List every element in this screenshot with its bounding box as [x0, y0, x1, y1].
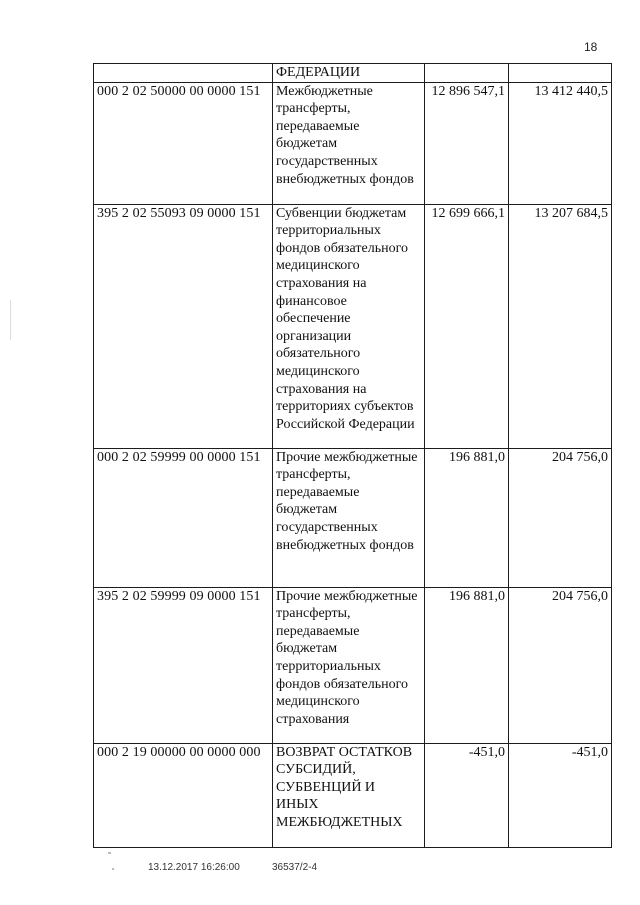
table-row — [94, 587, 612, 743]
scan-speck — [108, 852, 111, 854]
scan-speck — [112, 868, 114, 870]
value-year-1-cell: 12 699 666,1 — [425, 204, 509, 448]
value-year-1-cell: 12 896 547,1 — [425, 82, 509, 204]
item-name-cell: Субвенции бюджетам территориальных фондов обязательного медицинского страхования на финансовое обеспечение организации обязательного медицинского страхования на территориях субъектов Российской Федерации — [273, 204, 425, 448]
value-year-1-cell: 196 881,0 — [425, 448, 509, 587]
footer-timestamp: 13.12.2017 16:26:00 — [148, 862, 240, 873]
budget-code-cell: 395 2 02 55093 09 0000 151 — [94, 204, 273, 448]
table-row — [94, 204, 612, 448]
value-year-2-cell: 204 756,0 — [509, 448, 612, 587]
value-year-1-cell: -451,0 — [425, 743, 509, 847]
value-year-2-cell: -451,0 — [509, 743, 612, 847]
table-row — [94, 82, 612, 204]
value-year-1-cell: 196 881,0 — [425, 587, 509, 743]
item-name-cell: Межбюджетные трансферты, передаваемые бюджетам государственных внебюджетных фондов — [273, 82, 425, 204]
table-row — [94, 448, 612, 587]
budget-code-cell — [94, 64, 273, 83]
budget-code-cell: 000 2 02 59999 00 0000 151 — [94, 448, 273, 587]
table-row — [94, 743, 612, 847]
budget-table — [93, 63, 612, 848]
value-year-2-cell: 13 412 440,5 — [509, 82, 612, 204]
item-name-cell: ФЕДЕРАЦИИ — [273, 64, 425, 83]
item-name-cell: ВОЗВРАТ ОСТАТКОВ СУБСИДИЙ, СУБВЕНЦИЙ И ИНЫХ МЕЖБЮДЖЕТНЫХ — [273, 743, 425, 847]
table-row — [94, 64, 612, 83]
page-number: 18 — [584, 40, 598, 54]
item-name-cell: Прочие межбюджетные трансферты, передаваемые бюджетам государственных внебюджетных фондов — [273, 448, 425, 587]
budget-code-cell: 000 2 19 00000 00 0000 000 — [94, 743, 273, 847]
value-year-2-cell — [509, 64, 612, 83]
budget-code-cell: 000 2 02 50000 00 0000 151 — [94, 82, 273, 204]
scan-speck — [10, 300, 11, 340]
value-year-1-cell — [425, 64, 509, 83]
footer-document-number: 36537/2-4 — [272, 862, 318, 873]
item-name-cell: Прочие межбюджетные трансферты, передаваемые бюджетам территориальных фондов обязательного медицинского страхования — [273, 587, 425, 743]
value-year-2-cell: 204 756,0 — [509, 587, 612, 743]
value-year-2-cell: 13 207 684,5 — [509, 204, 612, 448]
budget-code-cell: 395 2 02 59999 09 0000 151 — [94, 587, 273, 743]
